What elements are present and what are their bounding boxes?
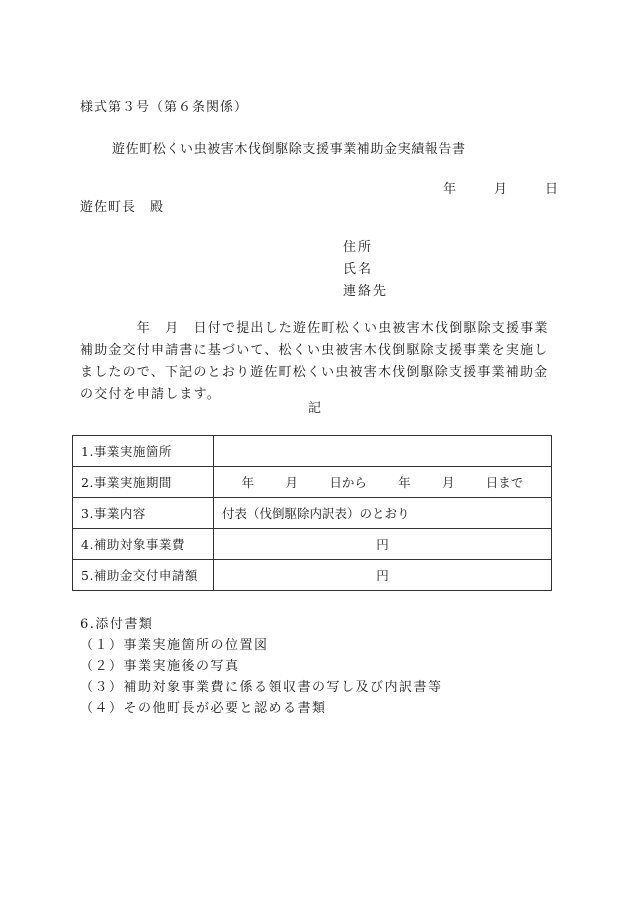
applicant-address-label: 住所 <box>343 240 374 255</box>
attachments-section <box>80 614 443 719</box>
applicant-contact-label: 連絡先 <box>343 284 389 299</box>
attachment-item: （２）事業実施後の写真 <box>80 659 240 674</box>
row-label-period: 2.事業実施期間 <box>73 467 214 498</box>
row-label-location: 1.事業実施箇所 <box>73 436 214 467</box>
row-value-content: 付表（伐倒駆除内訳表）のとおり <box>214 498 552 529</box>
period-end-year: 年 <box>398 475 411 490</box>
period-end-day: 日まで <box>485 475 524 490</box>
table-row <box>73 467 552 498</box>
body-paragraph: 年 月 日付で提出した遊佐町松くい虫被害木伐倒駆除支援事業補助金交付申請書に基づいて、松くい虫被害木伐倒駆除支援事業を実施しましたので、下記のとおり遊佐町松くい虫被害木伐倒駆除支援事業補助金の交付を申請します。 <box>80 321 549 402</box>
ki-heading: 記 <box>308 401 322 416</box>
row-value-period <box>214 467 552 498</box>
applicant-block <box>343 237 388 303</box>
attachments-heading: 6.添付書類 <box>80 617 154 632</box>
document-title: 遊佐町松くい虫被害木伐倒駆除支援事業補助金実績報告書 <box>112 142 466 157</box>
date-day-label: 日 <box>545 182 559 197</box>
period-start-month: 月 <box>285 475 298 490</box>
date-month-label: 月 <box>494 182 508 197</box>
table-row <box>73 529 552 560</box>
date-line <box>443 178 558 197</box>
addressee: 遊佐町長 殿 <box>80 200 165 215</box>
period-start-year: 年 <box>241 475 255 490</box>
attachment-item: （１）事業実施箇所の位置図 <box>80 638 269 653</box>
row-value-location <box>214 436 552 467</box>
table-row <box>73 498 552 529</box>
table-row <box>73 560 552 591</box>
row-label-project-cost: 4.補助対象事業費 <box>73 529 214 560</box>
attachment-item: （４）その他町長が必要と認める書類 <box>80 701 327 716</box>
date-year-label: 年 <box>443 182 457 197</box>
attachment-item: （３）補助対象事業費に係る領収書の写し及び内訳書等 <box>80 680 443 695</box>
table-row <box>73 436 552 467</box>
row-value-subsidy-amount: 円 <box>214 560 552 591</box>
row-value-project-cost: 円 <box>214 529 552 560</box>
row-label-subsidy-amount: 5.補助金交付申請額 <box>73 560 214 591</box>
period-end-month: 月 <box>441 475 455 490</box>
period-start-day: 日から <box>329 475 367 490</box>
items-table <box>72 435 552 591</box>
form-number: 様式第３号（第６条関係） <box>80 100 249 115</box>
row-label-content: 3.事業内容 <box>73 498 214 529</box>
applicant-name-label: 氏名 <box>343 262 374 277</box>
